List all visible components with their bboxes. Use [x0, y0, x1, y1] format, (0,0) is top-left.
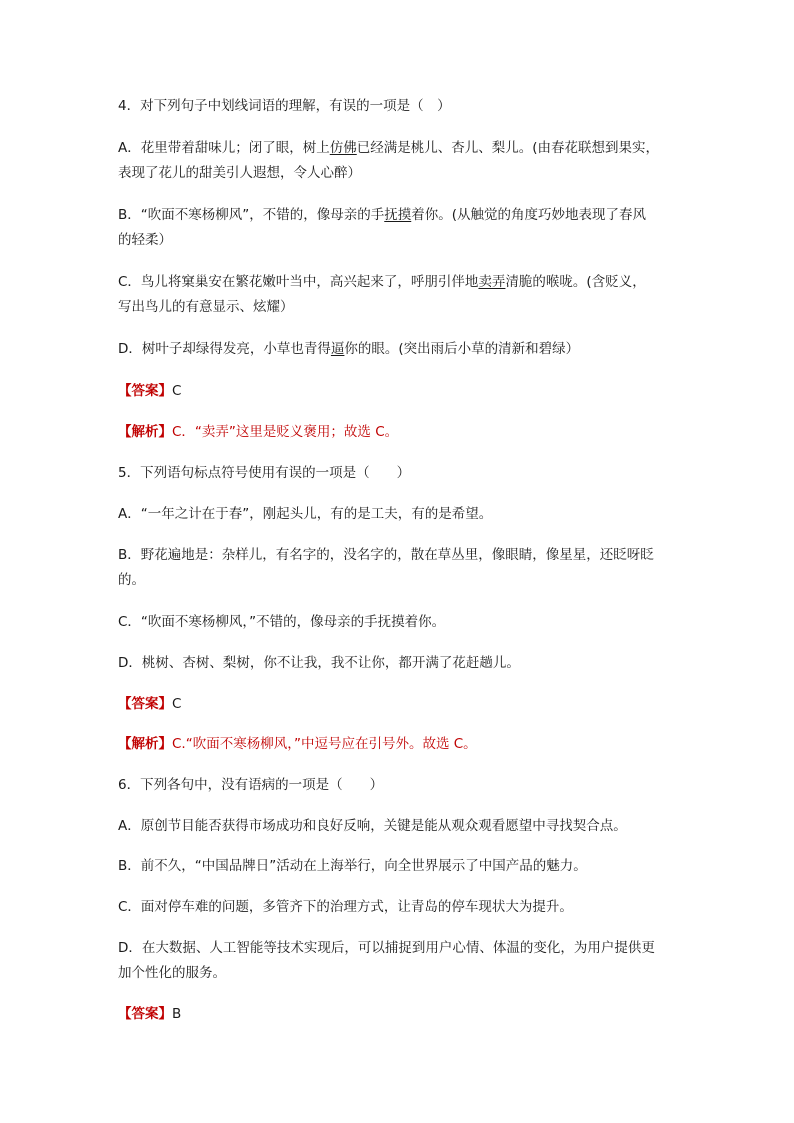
- q4-option-a-line1: A．花里带着甜味儿；闭了眼，树上仿佛已经满是桃儿、杏儿、梨儿。(由春花联想到果实，: [118, 140, 660, 156]
- q5-option-c: C．“吹面不寒杨柳风，”不错的，像母亲的手抚摸着你。: [118, 614, 446, 630]
- q5-option-b-line1: B．野花遍地是：杂样儿，有名字的，没名字的，散在草丛里，像眼睛，像星星，还眨呀眨: [118, 547, 654, 563]
- q4-option-a-line2: 表现了花儿的甜美引人遐想，令人心醉）: [118, 165, 361, 181]
- q4-explanation: 【解析】C．“卖弄”这里是贬义褒用；故选 C。: [118, 424, 399, 440]
- q5-stem: 5．下列语句标点符号使用有误的一项是（ ）: [118, 465, 411, 481]
- q5-explanation: 【解析】C.“吹面不寒杨柳风，”中逗号应在引号外。故选 C。: [118, 736, 477, 752]
- underlined-word: 卖弄: [478, 274, 506, 290]
- underlined-word: 抚摸: [384, 207, 412, 223]
- q4-stem: 4．对下列句子中划线词语的理解，有误的一项是（ ）: [118, 98, 451, 114]
- q6-stem: 6．下列各句中，没有语病的一项是（ ）: [118, 777, 384, 793]
- q4-option-b-line2: 的轻柔）: [118, 232, 172, 248]
- q4-option-d: D．树叶子却绿得发亮，小草也青得逼你的眼。(突出雨后小草的清新和碧绿）: [118, 341, 580, 357]
- q6-option-d-line2: 加个性化的服务。: [118, 965, 226, 981]
- q5-option-b-line2: 的。: [118, 572, 145, 588]
- underlined-word: 逼: [330, 341, 345, 357]
- q6-option-c: C．面对停车难的问题，多管齐下的治理方式，让青岛的停车现状大为提升。: [118, 899, 573, 915]
- q6-option-a: A．原创节目能否获得市场成功和良好反响，关键是能从观众观看愿望中寻找契合点。: [118, 818, 627, 834]
- q5-option-d: D．桃树、杏树、梨树，你不让我，我不让你，都开满了花赶趟儿。: [118, 655, 520, 671]
- q5-option-a: A．“一年之计在于春”，刚起头儿，有的是工夫，有的是希望。: [118, 506, 493, 522]
- q4-option-c-line1: C．鸟儿将窠巢安在繁花嫩叶当中，高兴起来了，呼朋引伴地卖弄清脆的喉咙。(含贬义，: [118, 274, 646, 290]
- q5-answer: 【答案】C: [118, 696, 182, 712]
- q6-option-d-line1: D．在大数据、人工智能等技术实现后，可以捕捉到用户心情、体温的变化，为用户提供更: [118, 940, 655, 956]
- q6-answer: 【答案】B: [118, 1006, 182, 1022]
- q4-answer: 【答案】C: [118, 383, 182, 399]
- q4-option-c-line2: 写出鸟儿的有意显示、炫耀）: [118, 299, 294, 315]
- q6-option-b: B．前不久，“中国品牌日”活动在上海举行，向全世界展示了中国产品的魅力。: [118, 858, 587, 874]
- underlined-word: 仿佛: [329, 140, 357, 156]
- q4-option-b-line1: B．“吹面不寒杨柳风”，不错的，像母亲的手抚摸着你。(从触觉的角度巧妙地表现了春风: [118, 207, 647, 223]
